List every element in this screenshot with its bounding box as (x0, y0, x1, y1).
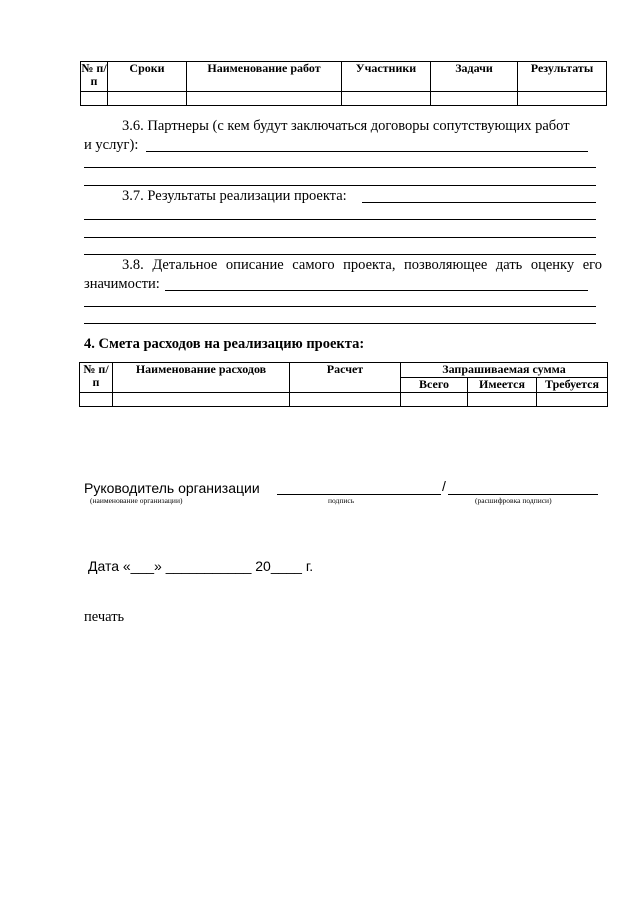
decode-caption: (расшифровка подписи) (475, 496, 552, 505)
budget-col-sum-header: Запрашиваемая сумма (401, 363, 608, 378)
description-fill-line (84, 306, 596, 307)
date-line: Дата «___» ___________ 20____ г. (88, 558, 314, 574)
table-cell (468, 393, 537, 407)
table-cell (401, 393, 468, 407)
col-tasks-header: Задачи (431, 62, 518, 92)
col-results-header: Результаты (518, 62, 607, 92)
work-plan-table (80, 61, 607, 106)
table-cell (518, 92, 607, 106)
col-dates-header: Сроки (108, 62, 187, 92)
section-3-8-line1: 3.8. Детальное описание самого проекта, позволяющее дать оценку его (122, 257, 602, 273)
col-num-header: № п/п (81, 62, 108, 92)
table-cell (187, 92, 342, 106)
budget-table (79, 362, 608, 407)
results-fill-line (84, 219, 596, 220)
signature-separator: / (442, 478, 446, 494)
table-cell (431, 92, 518, 106)
section-3-8-line2: значимости: (84, 276, 160, 292)
budget-sub-total-header: Всего (401, 378, 468, 393)
col-participants-header: Участники (342, 62, 431, 92)
results-fill-line (84, 237, 596, 238)
budget-col-name-header: Наименование расходов (113, 363, 290, 393)
section-3-6-line2: и услуг): (84, 137, 139, 153)
section-4-title: 4. Смета расходов на реализацию проекта: (84, 336, 365, 352)
results-fill-line (84, 254, 596, 255)
signature-caption: подпись (328, 496, 355, 505)
partners-fill-line (146, 151, 588, 152)
org-name-caption: (наименование организации) (90, 496, 183, 505)
col-works-header: Наименование работ (187, 62, 342, 92)
table-cell (80, 393, 113, 407)
table-cell (113, 393, 290, 407)
budget-sub-have-header: Имеется (468, 378, 537, 393)
description-fill-line (165, 290, 588, 291)
section-3-7-label: 3.7. Результаты реализации проекта: (122, 188, 347, 204)
decode-line (448, 494, 598, 495)
budget-sub-need-header: Требуется (537, 378, 608, 393)
results-fill-line (362, 202, 596, 203)
budget-col-calc-header: Расчет (290, 363, 401, 393)
table-cell (81, 92, 108, 106)
partners-fill-line (84, 167, 596, 168)
partners-fill-line (84, 185, 596, 186)
description-fill-line (84, 323, 596, 324)
table-cell (537, 393, 608, 407)
table-row (80, 393, 608, 407)
table-cell (290, 393, 401, 407)
signature-line (277, 494, 441, 495)
section-3-6-line1: 3.6. Партнеры (с кем будут заключаться договоры сопутствующих работ (122, 118, 570, 134)
budget-col-num-header: № п/п (80, 363, 113, 393)
table-cell (342, 92, 431, 106)
table-cell (108, 92, 187, 106)
table-row (81, 92, 607, 106)
signature-label: Руководитель организации (84, 480, 260, 496)
stamp-label: печать (84, 609, 125, 625)
